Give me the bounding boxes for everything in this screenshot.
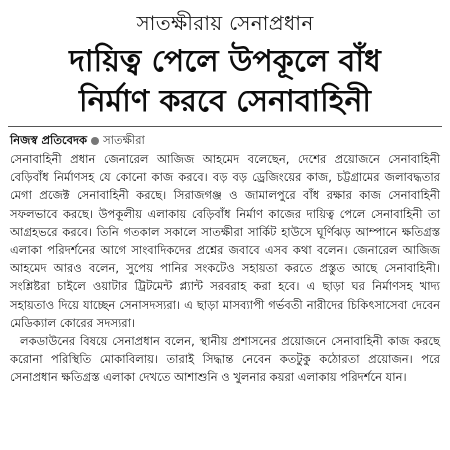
kicker: সাতক্ষীরায় সেনাপ্রধান xyxy=(136,11,314,35)
paragraph-2: লকডাউনের বিষয়ে সেনাপ্রধান বলেন, স্থানীয় প্রশাসনের প্রয়োজনে সেনাবাহিনী কাজ করছে করোনা পরিস্থিতি মোকাবিলায়। তারাই সিদ্ধান্ত নেবেন কতটুকু কঠোরতা প্রয়োজন। পরে সেনাপ্রধান ক্ষতিগ্রস্ত এলাকা দেখতে আশাশুনি ও খুলনার কয়রা এলাকায় পরিদর্শনে যান। xyxy=(10,334,440,385)
headline xyxy=(0,42,450,122)
headline-line-1: দায়িত্ব পেলে উপকূলে বাঁধ xyxy=(69,44,381,79)
bullet-icon xyxy=(91,137,99,145)
news-clipping xyxy=(0,10,450,450)
article-body xyxy=(10,150,440,387)
paragraph-1: সেনাবাহিনী প্রধান জেনারেল আজিজ আহমেদ বলেছেন, দেশের প্রয়োজনে সেনাবাহিনী বেড়িবাঁধ নির্মাণসহ যে কোনো কাজ করবে। বড় বড় ড্রেজিংয়ের কাজ, চট্টগ্রামের জলাবদ্ধতার মেগা প্রজেক্ট সেনাবাহিনী করছে। সিরাজগঞ্জ ও জামালপুরে বাঁধ রক্ষার কাজ সেনাবাহিনী সফলভাবে করছে। উপকূলীয় এলাকায় বেড়িবাঁধ নির্মাণ কাজের দায়িত্ব পেলে সেনাবাহিনী তা আগ্রহভরে করবে। তিনি গতকাল সকালে সাতক্ষীরা সার্কিট হাউসে ঘূর্ণিঝড় আম্পানে ক্ষতিগ্রস্ত এলাকা পরিদর্শনের আগে সাংবাদিকদের প্রশ্নের জবাবে এসব কথা বলেন। জেনারেল আজিজ আহমেদ আরও বলেন, সুপেয় পানির সংকটেও সহায়তা করতে প্রস্তুত আছে সেনাবাহিনী। সংশ্লিষ্টরা চাইলে ওয়াটার ট্রিটমেন্ট প্ল্যান্ট সরবরাহ করা হবে। এ ছাড়া ঘর নির্মাণসহ খাদ্য সহায়তাও দিয়ে যাচ্ছেন সেনাসদস্যরা। এ ছাড়া মাসব্যাপী গর্ভবতী নারীদের চিকিৎসাসেবা দেবেন মেডিক্যাল কোরের সদস্যরা। xyxy=(10,152,440,330)
byline-place: সাতক্ষীরা xyxy=(103,133,145,147)
byline-name: নিজস্ব প্রতিবেদক xyxy=(10,133,88,147)
byline xyxy=(10,132,440,148)
divider xyxy=(8,126,442,127)
headline-line-2: নির্মাণ করবে সেনাবাহিনী xyxy=(79,84,371,119)
